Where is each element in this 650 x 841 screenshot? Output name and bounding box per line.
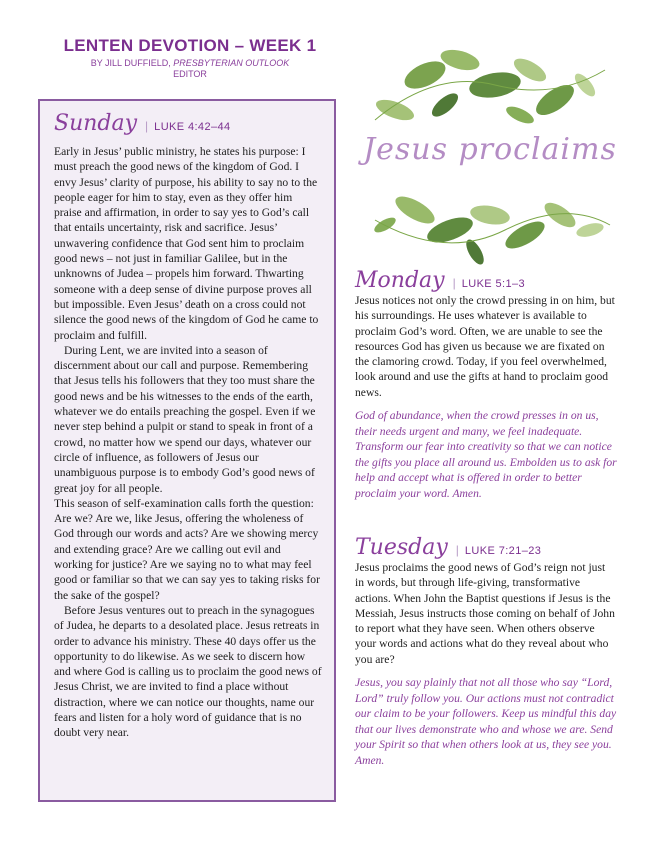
monday-heading bbox=[355, 268, 617, 293]
monday-section bbox=[355, 268, 617, 501]
tuesday-body: Jesus proclaims the good news of God’s reign not just in words, but through life-giving, transformative actions. When John the Baptist questions if Jesus is the Messiah, Jesus instructs those coming on behalf of John to report what they have seen. When others observe your words and actions what do they reveal about who you are? bbox=[355, 561, 615, 666]
monday-body: Jesus notices not only the crowd pressing in on him, but his surroundings. He uses whatever is available to proclaim God’s word. Often, we are unable to see the resources God has given us because we are fixated on the clamoring crowd. Today, if you feel overwhelmed, look around and use the gifts at hand to proclaim good news. bbox=[355, 294, 615, 399]
hero-title: Jesus proclaims bbox=[363, 132, 617, 167]
heading-separator: | bbox=[145, 119, 149, 133]
byline-outlet: PRESBYTERIAN OUTLOOK bbox=[173, 58, 290, 68]
sunday-paragraph: Early in Jesus’ public ministry, he states his purpose: I must preach the good news of the kingdom of God. I envy Jesus’ clarity of purpose, his ability to say no to the people eager for him to stay, even as they offer him praise and affirmation, in order to say yes to God’s call that entails uncertainty, risk and sacrifice. Jesus’ unwavering confidence that God sent him to proclaim good news – not just in familiar Galilee, but in the unknowns of Judea – propels him forward. Thwarting someone with a deep sense of divine purpose proves all but impossible. Even Jesus’ death on a cross could not silence the good news of the kingdom of God he came to proclaim and fulfill. bbox=[54, 145, 319, 342]
sunday-section bbox=[38, 99, 336, 802]
monday-prayer: God of abundance, when the crowd presses in on us, their needs urgent and many, we feel inadequate. Transform our fear into creativity so that we can notice the gifts you place all around us. Embolden us to ask for help and accept what is offered in order to better proclaim your word. Amen. bbox=[355, 409, 617, 500]
tuesday-section bbox=[355, 535, 617, 768]
monday-scripture-ref: LUKE 5:1–3 bbox=[461, 278, 526, 290]
sunday-paragraph: This season of self-examination calls forth the question: Are we? Are we, like Jesus, offering the wholeness of God through our words and acts? Are we showing mercy and extending grace? Are we calling out evil and working for justice? Are we saying no to what may feel good or familiar so that we can say yes to taking risks for the sake of the gospel? bbox=[54, 496, 320, 602]
sunday-day-name: Sunday bbox=[54, 111, 138, 136]
tuesday-heading bbox=[355, 535, 617, 560]
byline-prefix: BY JILL DUFFIELD, bbox=[90, 58, 171, 68]
sunday-scripture-ref: LUKE 4:42–44 bbox=[154, 121, 231, 133]
heading-separator: | bbox=[452, 276, 456, 290]
page-title: LENTEN DEVOTION – WEEK 1 bbox=[63, 36, 317, 55]
sunday-heading bbox=[54, 111, 322, 136]
byline-role: EDITOR bbox=[173, 69, 207, 79]
sunday-paragraph: During Lent, we are invited into a season of discernment about our call and purpose. Remembering that Jesus tells his followers that they too must share the good news and be his witnesses to the ends of the earth, whatever we do entails preaching the gospel. Even if we never step behind a pulpit or stand to speak in front of a crowd, no matter how we spend our days, whatever our circle of influence, as followers of Jesus our unambiguous purpose is to embody God’s good news of great joy for all people. bbox=[54, 343, 316, 495]
tuesday-day-name: Tuesday bbox=[355, 535, 448, 560]
heading-separator: | bbox=[455, 543, 459, 557]
sunday-paragraph: Before Jesus ventures out to preach in the synagogues of Judea, he departs to a desolated place. Jesus retreats in order to advance his ministry. These 40 days offer us the opportunity to do likewise. As we seek to discern how and where God is calling us to proclaim the good news of Jesus Christ, we are invited to find a place without distraction, where we can notice our thoughts, name our fears and listen for a holy word of guidance that is no doubt very near. bbox=[54, 603, 322, 740]
sunday-body bbox=[54, 144, 322, 741]
page-header bbox=[40, 36, 340, 80]
hero-illustration bbox=[355, 30, 625, 275]
byline bbox=[40, 58, 340, 80]
tuesday-prayer: Jesus, you say plainly that not all those who say “Lord, Lord” truly follow you. Our actions must not contradict our claim to be your followers. Keep us mindful this day that our lives demonstrate who and whose we are. Send your Spirit so that when others look at us, they see you. Amen. bbox=[355, 676, 617, 767]
monday-day-name: Monday bbox=[355, 268, 445, 293]
tuesday-scripture-ref: LUKE 7:21–23 bbox=[464, 545, 542, 557]
